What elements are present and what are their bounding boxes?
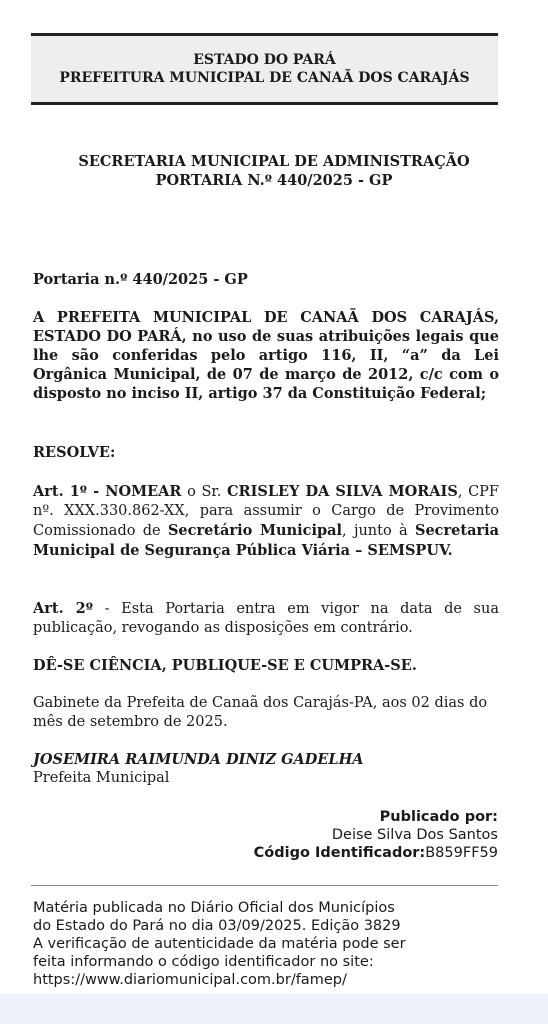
code-value: B859FF59 xyxy=(425,845,498,861)
signer-role: Prefeita Municipal xyxy=(33,770,170,786)
appointee-name: CRISLEY DA SILVA MORAIS xyxy=(227,483,458,500)
publication-block xyxy=(100,808,498,862)
gabinete-paragraph: Gabinete da Prefeita de Canaã dos Carajás-PA, aos 02 dias do mês de setembro de 2025. xyxy=(33,695,488,730)
state-name: ESTADO DO PARÁ xyxy=(193,52,336,68)
secretariat-name: SECRETARIA MUNICIPAL DE ADMINISTRAÇÃO xyxy=(78,153,470,170)
prefecture-name: PREFEITURA MUNICIPAL DE CANAÃ DOS CARAJÁS xyxy=(59,70,470,86)
article-1 xyxy=(33,482,499,561)
section-title xyxy=(20,152,528,190)
footer-line-1: Matéria publicada no Diário Oficial dos Municípios xyxy=(33,900,395,916)
art1-text3: , junto à xyxy=(342,523,415,539)
signer-name: JOSEMIRA RAIMUNDA DINIZ GADELHA xyxy=(33,751,364,768)
portaria-label: Portaria n.º 440/2025 - GP xyxy=(33,271,248,288)
footer-line-4: feita informando o código identificador no site: xyxy=(33,954,374,970)
ciencia-line: DÊ-SE CIÊNCIA, PUBLIQUE-SE E CUMPRA-SE. xyxy=(33,657,417,674)
footer-note xyxy=(33,899,503,989)
article-2 xyxy=(33,599,499,638)
document-header xyxy=(31,33,498,105)
footer-line-3: A verificação de autenticidade da matéria pode ser xyxy=(33,936,406,952)
cargo-name: Secretário Municipal xyxy=(167,522,343,539)
art2-label: Art. 2º xyxy=(33,600,94,617)
signature-block xyxy=(33,750,499,788)
footer-url[interactable]: https://www.diariomunicipal.com.br/famep/ xyxy=(33,972,347,988)
art2-text: - Esta Portaria entra em vigor na data de sua publicação, revogando as disposições em contrário. xyxy=(33,601,499,636)
footer-divider xyxy=(31,885,498,886)
footer-line-2: do Estado do Pará no dia 03/09/2025. Edição 3829 xyxy=(33,918,401,934)
art1-text1: o Sr. xyxy=(181,484,227,500)
art1-text2: , CPF nº. XXX.330.862-XX, para assumir o Cargo de Provimento Comissionado de xyxy=(33,484,499,539)
code-label: Código Identificador: xyxy=(253,845,426,861)
publisher-name: Deise Silva Dos Santos xyxy=(331,827,498,843)
intro-paragraph: A PREFEITA MUNICIPAL DE CANAÃ DOS CARAJÁS, ESTADO DO PARÁ, no uso de suas atribuições legais que lhe são conferidas pelo artigo 116, II, “a” da Lei Orgânica Municipal, de 07 de março de 2012, c/c com o disposto no inciso II, artigo 37 da Constituição Federal; xyxy=(33,309,499,402)
resolve-label: RESOLVE: xyxy=(33,444,116,461)
bottom-strip xyxy=(0,994,548,1024)
secretaria-name: Secretaria Municipal de Segurança Pública Viária – SEMSPUV. xyxy=(33,522,500,559)
portaria-number: PORTARIA N.º 440/2025 - GP xyxy=(155,172,393,189)
published-by-label: Publicado por: xyxy=(379,809,498,825)
art1-label: Art. 1º - NOMEAR xyxy=(33,483,182,500)
